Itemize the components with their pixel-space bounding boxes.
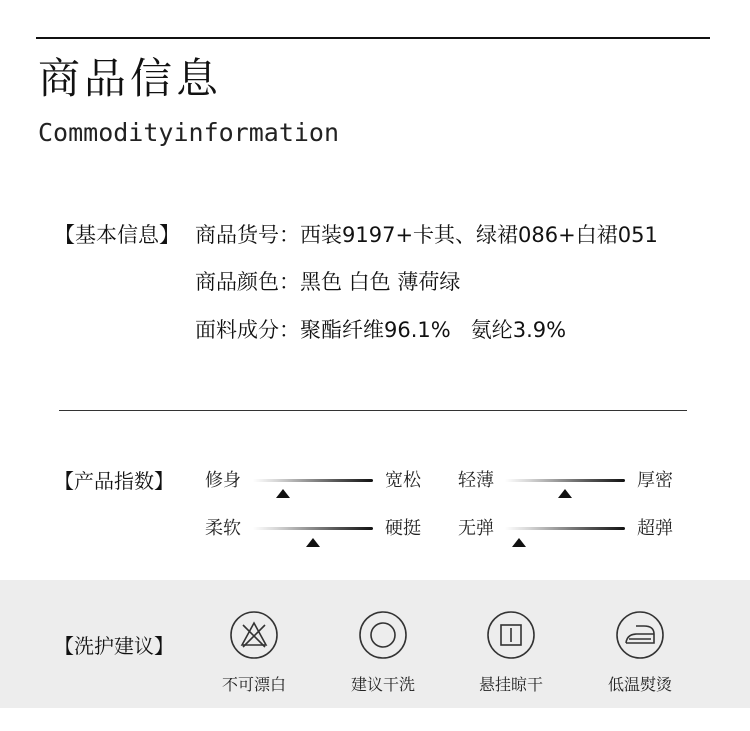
care-label-no-bleach: 不可漂白: [221, 675, 286, 694]
no-bleach-icon: [229, 610, 279, 660]
scale-softness-right-label: 硬挺: [385, 518, 421, 539]
care-item-hang-dry: [456, 610, 566, 695]
scale-elasticity-track: [505, 527, 625, 530]
scale-softness-track: [253, 527, 373, 530]
dry-clean-icon: [358, 610, 408, 660]
care-label-hang-dry: 悬挂晾干: [478, 675, 543, 694]
scale-fit-right-label: 宽松: [385, 470, 421, 491]
page-title: 商品信息: [38, 54, 223, 103]
care-label-dry-clean: 建议干洗: [350, 675, 415, 694]
care-item-dry-clean: [328, 610, 438, 695]
scale-fit-track: [253, 479, 373, 482]
scale-softness-left-label: 柔软: [205, 518, 241, 539]
product-index-label: 【产品指数】: [54, 469, 174, 493]
scale-thickness-left-label: 轻薄: [458, 470, 494, 491]
hang-dry-icon: [486, 610, 536, 660]
care-label: 【洗护建议】: [54, 634, 174, 658]
basic-info-label: 【基本信息】: [54, 223, 180, 247]
scale-softness-marker: [306, 538, 320, 547]
top-rule: [36, 37, 710, 39]
scale-thickness-track: [505, 479, 625, 482]
care-label-low-iron: 低温熨烫: [607, 675, 672, 694]
section-divider: [59, 410, 687, 411]
scale-fit-left-label: 修身: [205, 470, 241, 491]
care-item-low-iron: [585, 610, 695, 695]
scale-elasticity-left-label: 无弹: [458, 518, 494, 539]
item-number-line: 商品货号：西装9197+卡其、绿裙086+白裙051: [195, 223, 658, 247]
page-subtitle: Commodityinformation: [38, 118, 340, 147]
scale-thickness-right-label: 厚密: [637, 470, 673, 491]
scale-elasticity-right-label: 超弹: [637, 518, 673, 539]
color-line: 商品颜色：黑色 白色 薄荷绿: [195, 270, 461, 294]
care-item-no-bleach: [199, 610, 309, 695]
fabric-line: 面料成分：聚酯纤维96.1% 氨纶3.9%: [195, 318, 567, 342]
low-iron-icon: [615, 610, 665, 660]
scale-elasticity-marker: [512, 538, 526, 547]
scale-thickness-marker: [558, 489, 572, 498]
scale-fit-marker: [276, 489, 290, 498]
